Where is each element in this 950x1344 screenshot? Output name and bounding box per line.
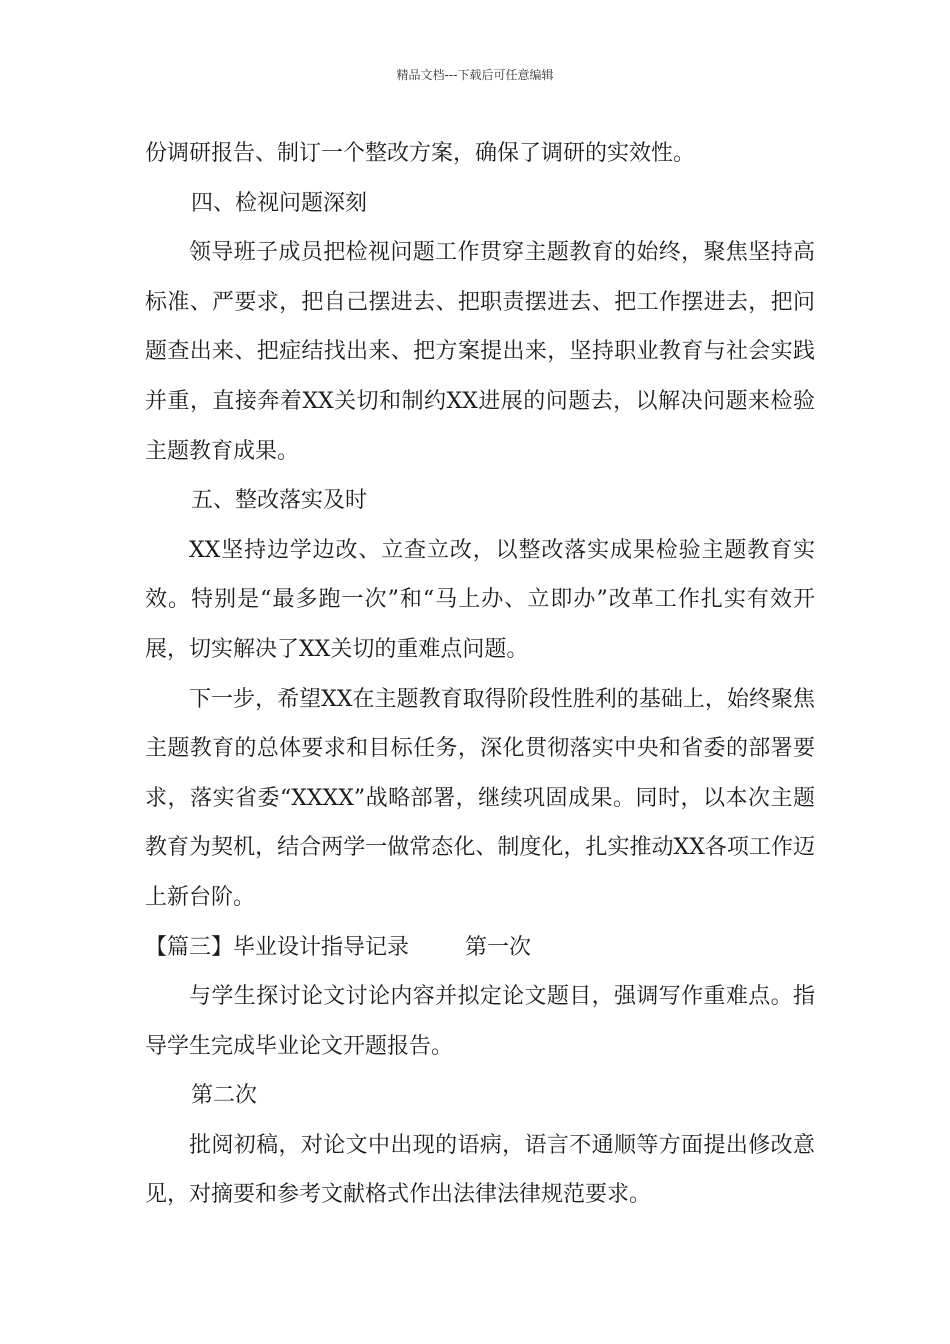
chapter-title: 【篇三】毕业设计指导记录 xyxy=(145,934,410,960)
paragraph: 领导班子成员把检视问题工作贯穿主题教育的始终，聚焦坚持高标准、严要求，把自己摆进去、把职责摆进去、把工作摆进去，把问题查出来、把症结找出来、把方案提出来，坚持职业教育与社会实践并重，直接奔着XX关切和制约XX进展的问题去，以解决问题来检验主题教育成果。 xyxy=(145,240,815,464)
record-first-label: 第一次 xyxy=(465,934,532,960)
section-heading-5: 五、整改落实及时 xyxy=(191,488,368,514)
paragraph: 份调研报告、制订一个整改方案，确保了调研的实效性。 xyxy=(145,141,696,166)
section-heading-4: 四、检视问题深刻 xyxy=(191,190,368,216)
paragraph: 与学生探讨论文讨论内容并拟定论文题目，强调写作重难点。指导学生完成毕业论文开题报告。 xyxy=(145,984,815,1059)
document-body xyxy=(145,129,815,1220)
paragraph: 批阅初稿，对论文中出现的语病，语言不通顺等方面提出修改意见，对摘要和参考文献格式作出法律法律规范要求。 xyxy=(145,1132,815,1208)
paragraph: XX坚持边学边改、立查立改，以整改落实成果检验主题教育实效。特别是“最多跑一次”和“马上办、立即办”改革工作扎实有效开展，切实解决了XX关切的重难点问题。 xyxy=(145,537,815,662)
page-header: 精品文档---下载后可任意编辑 xyxy=(396,68,554,82)
record-second-label: 第二次 xyxy=(191,1083,258,1109)
chapter-heading xyxy=(145,923,815,973)
paragraph: 下一步，希望XX在主题教育取得阶段性胜利的基础上，始终聚焦主题教育的总体要求和目标任务，深化贯彻落实中央和省委的部署要求，落实省委“XXXX”战略部署，继续巩固成果。同时，以本次主题教育为契机，结合两学一做常态化、制度化，扎实推动XX各项工作迈上新台阶。 xyxy=(145,686,815,910)
